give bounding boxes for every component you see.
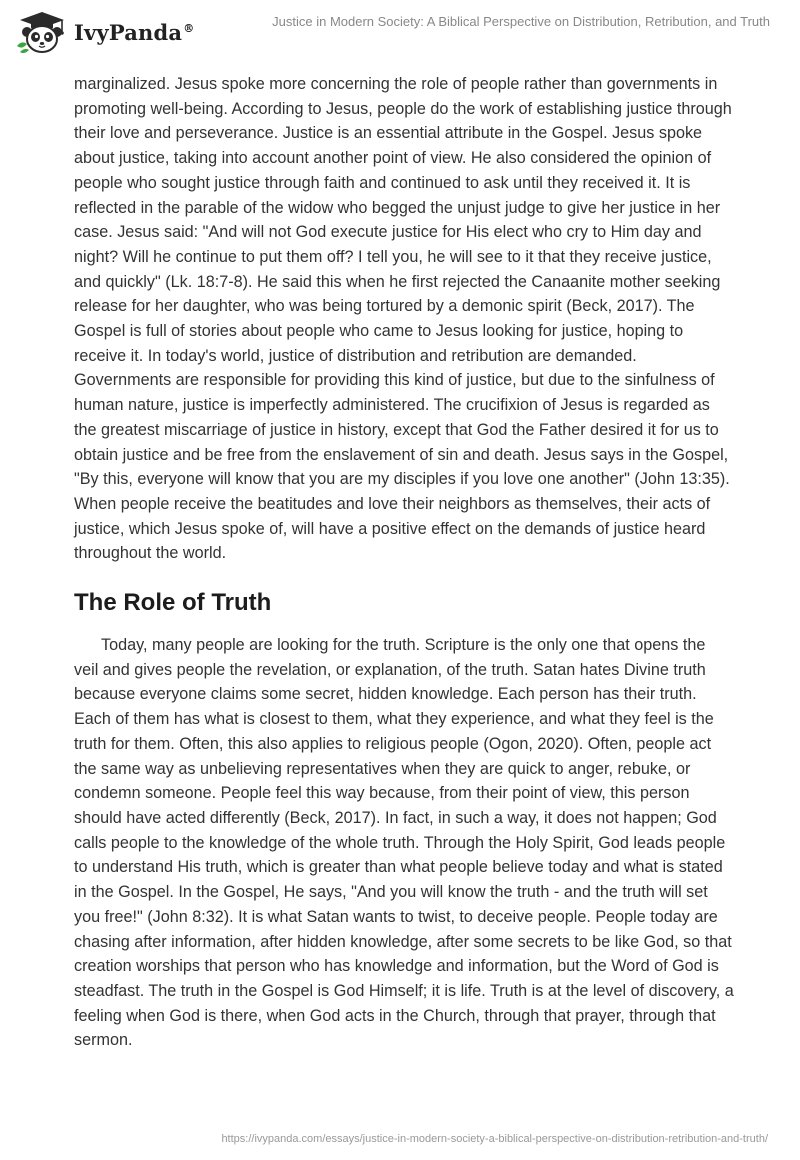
paragraph-truth: Today, many people are looking for the truth. Scripture is the only one that opens the veil and gives people the revelation, or explanation, of the truth. Satan hates Divine truth because everyone claims some secret, hidden knowledge. Each person has their truth. Each of them has what is closest to them, what they experience, and what they feel is the truth for them. Often, this also applies to religious people (Ogon, 2020). Often, people act the same way as unbelieving representatives when they are quick to anger, rebuke, or condemn someone. People feel this way because, from their point of view, this person should have acted differently (Beck, 2017). In fact, in such a way, it does not happen; God calls people to the knowledge of the whole truth. Through the Holy Spirit, God leads people to understand His truth, which is greater than what people believe today and what is stated in the Gospel. In the Gospel, He says, "And you will know the truth - and the truth will set you free!" (John 8:32). It is what Satan wants to twist, to deceive people. People today are chasing after information, after hidden knowledge, after some secrets to be like God, so that creation worships that person who has knowledge and information, but the Word of God is steadfast. The truth in the Gospel is God Himself; it is life. Truth is at the level of discovery, a feeling when God is there, when God acts in the Church, through that prayer, through that sermon. (74, 636, 734, 1050)
brand-name: IvyPanda® (74, 19, 195, 45)
source-url[interactable]: https://ivypanda.com/essays/justice-in-modern-society-a-biblical-perspective-on-distribution-retribution-and-truth/ (221, 1133, 768, 1145)
essay-body (74, 72, 734, 1053)
section-heading: The Role of Truth (74, 589, 272, 617)
document-title: Justice in Modern Society: A Biblical Perspective on Distribution, Retribution, and Truth (272, 14, 770, 29)
registered-mark: ® (183, 21, 195, 35)
paragraph-justice: marginalized. Jesus spoke more concerning the role of people rather than governments in promoting well-being. According to Jesus, people do the work of establishing justice through their love and perseverance. Justice is an essential attribute in the Gospel. Jesus spoke about justice, taking into account another point of view. He also considered the opinion of people who sought justice through faith and continued to ask until they received it. It is reflected in the parable of the widow who begged the unjust judge to give her justice in her case. Jesus said: "And will not God execute justice for His elect who cry to Him day and night? Will he continue to put them off? I tell you, he will see to it that they receive justice, and quickly" (Lk. 18:7-8). He said this when he first rejected the Canaanite mother seeking release for her daughter, who was being tortured by a demonic spirit (Beck, 2017). The Gospel is full of stories about people who came to Jesus looking for justice, hoping to receive it. In today's world, justice of distribution and retribution are demanded. Governments are responsible for providing this kind of justice, but due to the sinfulness of human nature, justice is imperfectly administered. The crucifixion of Jesus is regarded as the greatest miscarriage of justice in history, except that God the Father desired it for us to obtain justice and be free from the enslavement of sin and death. Jesus says in the Gospel, "By this, everyone will know that you are my disciples if you love one another" (John 13:35). When people receive the beatitudes and love their neighbors as themselves, their acts of justice, which Jesus spoke of, will have a positive effect on the demands of justice heard throughout the world. (74, 75, 732, 563)
panda-graduation-cap-icon (14, 10, 70, 54)
page-header (0, 0, 800, 64)
brand-logo[interactable] (14, 10, 194, 54)
